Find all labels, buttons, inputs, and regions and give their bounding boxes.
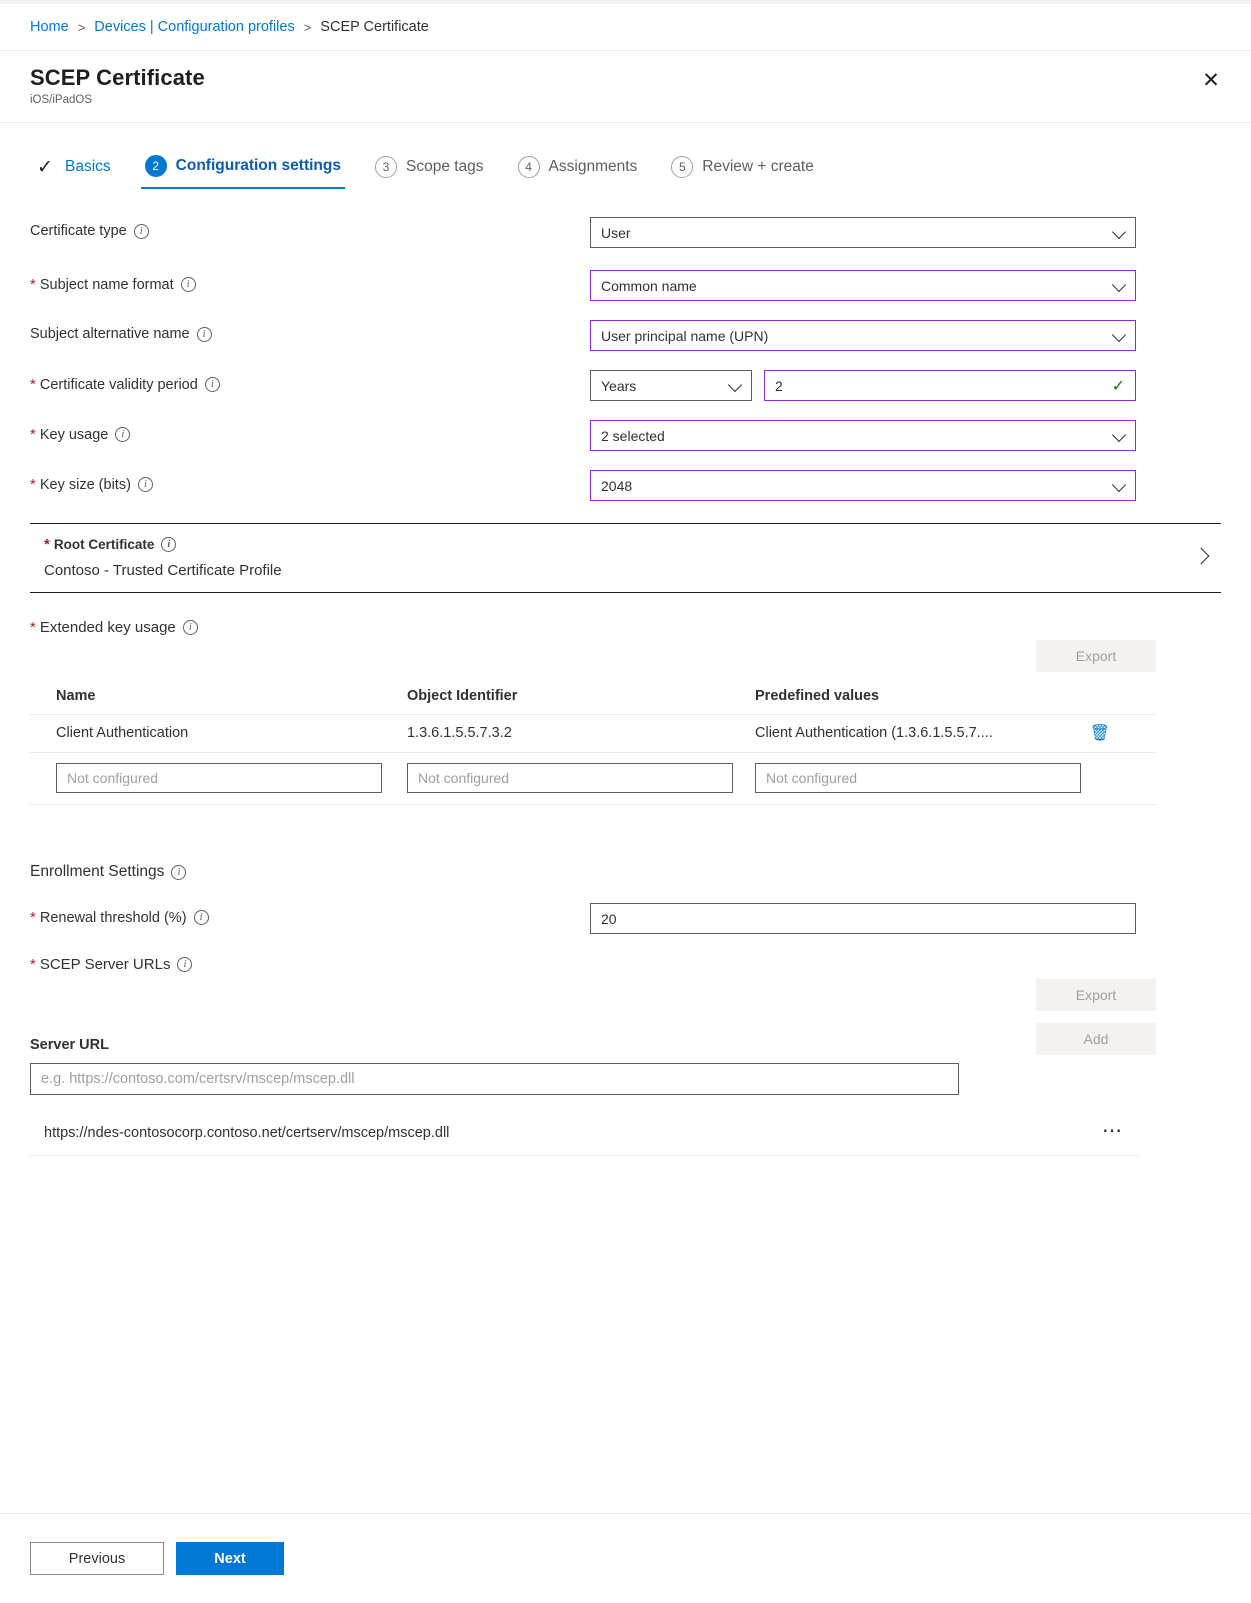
required-asterisk: * — [30, 619, 36, 636]
column-header-object-identifier: Object Identifier — [393, 682, 743, 715]
field-certificate-type — [30, 217, 1221, 248]
root-certificate-label: * Root Certificate i — [44, 536, 1221, 553]
extended-key-usage-label: * Extended key usage i — [30, 619, 1221, 636]
scep-add-button[interactable]: Add — [1036, 1023, 1156, 1055]
key-size-label: * Key size (bits) i — [30, 470, 590, 493]
cell-predefined-values — [743, 715, 1156, 753]
tab-basics[interactable] — [30, 152, 115, 187]
renewal-threshold-label: * Renewal threshold (%) i — [30, 903, 590, 926]
subject-name-format-value: Common name — [601, 277, 697, 294]
enrollment-settings-label: Enrollment Settings i — [30, 863, 1221, 881]
step-number-badge: 2 — [145, 155, 167, 177]
new-eku-name-input[interactable]: Not configured — [56, 763, 382, 793]
extended-key-usage-table — [30, 682, 1156, 805]
tab-assignments[interactable] — [514, 150, 642, 188]
info-icon[interactable]: i — [181, 277, 196, 292]
renewal-threshold-value: 20 — [601, 910, 617, 927]
key-usage-value: 2 selected — [601, 427, 665, 444]
info-icon[interactable]: i — [194, 910, 209, 925]
table-row-new — [30, 753, 1156, 805]
step-number-badge: 3 — [375, 156, 397, 178]
chevron-down-icon — [728, 377, 742, 391]
info-icon[interactable]: i — [197, 327, 212, 342]
subject-alternative-name-label: Subject alternative name i — [30, 320, 590, 342]
validity-period-value: 2 — [775, 377, 783, 394]
certificate-type-label: Certificate type i — [30, 217, 590, 239]
field-key-size — [30, 470, 1221, 501]
validity-period-input[interactable] — [764, 370, 1136, 401]
required-asterisk: * — [30, 909, 36, 926]
page-subtitle: iOS/iPadOS — [30, 94, 92, 106]
tab-scope-tags-label: Scope tags — [405, 158, 484, 175]
field-subject-alternative-name — [30, 320, 1221, 351]
breadcrumb — [0, 4, 1251, 51]
breadcrumb-item-devices[interactable]: Devices | Configuration profiles — [94, 19, 295, 35]
ellipsis-icon[interactable]: ⋯ — [1102, 1120, 1124, 1142]
tab-review-create-label: Review + create — [702, 158, 814, 175]
cell-predefined-values-text: Client Authentication (1.3.6.1.5.5.7.... — [755, 725, 993, 741]
step-number-badge: 4 — [518, 156, 540, 178]
server-url-placeholder: e.g. https://contoso.com/certsrv/mscep/mscep.dll — [41, 1071, 355, 1087]
info-icon[interactable]: i — [134, 224, 149, 239]
column-header-name: Name — [30, 682, 393, 715]
tab-configuration-settings[interactable] — [141, 149, 345, 189]
required-asterisk: * — [30, 276, 36, 293]
scep-server-urls-label: * SCEP Server URLs i — [30, 956, 1221, 973]
field-subject-name-format — [30, 270, 1221, 301]
table-row — [30, 715, 1156, 753]
certificate-validity-period-label: * Certificate validity period i — [30, 370, 590, 393]
column-header-predefined-values: Predefined values — [743, 682, 1156, 715]
cell-object-identifier: 1.3.6.1.5.5.7.3.2 — [393, 715, 743, 753]
chevron-down-icon — [1112, 427, 1126, 441]
info-icon[interactable]: i — [138, 477, 153, 492]
scep-export-button[interactable]: Export — [1036, 979, 1156, 1011]
breadcrumb-separator-icon: > — [303, 19, 312, 35]
tab-configuration-settings-label: Configuration settings — [175, 157, 341, 174]
subject-name-format-label: * Subject name format i — [30, 270, 590, 293]
server-url-input[interactable] — [30, 1063, 959, 1095]
tab-basics-label: Basics — [65, 158, 111, 175]
key-size-select[interactable] — [590, 470, 1136, 501]
page-header — [0, 51, 1251, 123]
wizard-footer — [0, 1513, 1251, 1603]
chevron-down-icon — [1112, 224, 1126, 238]
page-title: SCEP Certificate — [30, 65, 205, 90]
required-asterisk: * — [44, 536, 50, 553]
tab-assignments-label: Assignments — [548, 158, 638, 175]
server-url-value: https://ndes-contosocorp.contoso.net/certserv/mscep/mscep.dll — [44, 1125, 450, 1141]
info-icon[interactable]: i — [177, 957, 192, 972]
new-eku-oid-input[interactable]: Not configured — [407, 763, 733, 793]
server-url-label: Server URL — [30, 1037, 109, 1053]
trash-icon[interactable]: 🗑 — [1089, 725, 1110, 742]
info-icon[interactable]: i — [161, 537, 176, 552]
field-key-usage — [30, 420, 1221, 451]
key-usage-label: * Key usage i — [30, 420, 590, 443]
breadcrumb-item-current: SCEP Certificate — [320, 19, 429, 35]
subject-alternative-name-value: User principal name (UPN) — [601, 327, 769, 344]
check-icon: ✓ — [37, 156, 53, 178]
eku-export-button[interactable]: Export — [1036, 640, 1156, 672]
renewal-threshold-input[interactable] — [590, 903, 1136, 934]
validity-period-unit-select[interactable] — [590, 370, 752, 401]
certificate-type-value: User — [601, 224, 631, 241]
required-asterisk: * — [30, 956, 36, 973]
required-asterisk: * — [30, 476, 36, 493]
previous-button[interactable]: Previous — [30, 1542, 164, 1575]
chevron-down-icon — [1112, 477, 1126, 491]
chevron-down-icon — [1112, 277, 1126, 291]
breadcrumb-separator-icon: > — [77, 19, 86, 35]
key-usage-select[interactable] — [590, 420, 1136, 451]
subject-name-format-select[interactable] — [590, 270, 1136, 301]
cell-name: Client Authentication — [30, 715, 393, 753]
tab-review-create[interactable] — [667, 150, 818, 188]
subject-alternative-name-select[interactable] — [590, 320, 1136, 351]
next-button[interactable]: Next — [176, 1542, 284, 1575]
breadcrumb-item-home[interactable]: Home — [30, 19, 69, 35]
wizard-steps — [30, 149, 1221, 189]
new-eku-predefined-select[interactable]: Not configured — [755, 763, 1081, 793]
info-icon[interactable]: i — [171, 865, 186, 880]
table-header-row — [30, 682, 1156, 715]
checkmark-icon: ✓ — [1111, 377, 1125, 395]
step-number-badge: 5 — [671, 156, 693, 178]
validity-period-unit-value: Years — [601, 377, 637, 394]
server-url-list-item — [30, 1109, 1138, 1156]
certificate-type-select[interactable] — [590, 217, 1136, 248]
tab-scope-tags[interactable] — [371, 150, 488, 188]
root-certificate-value: Contoso - Trusted Certificate Profile — [44, 562, 282, 579]
main-content — [0, 123, 1251, 1506]
info-icon[interactable]: i — [183, 620, 198, 635]
root-certificate-picker[interactable] — [30, 523, 1221, 593]
required-asterisk: * — [30, 426, 36, 443]
chevron-down-icon — [1112, 327, 1126, 341]
field-renewal-threshold — [30, 903, 1221, 934]
field-certificate-validity-period — [30, 370, 1221, 401]
info-icon[interactable]: i — [205, 377, 220, 392]
required-asterisk: * — [30, 376, 36, 393]
info-icon[interactable]: i — [115, 427, 130, 442]
key-size-value: 2048 — [601, 477, 633, 494]
close-icon[interactable]: ✕ — [1195, 65, 1227, 97]
